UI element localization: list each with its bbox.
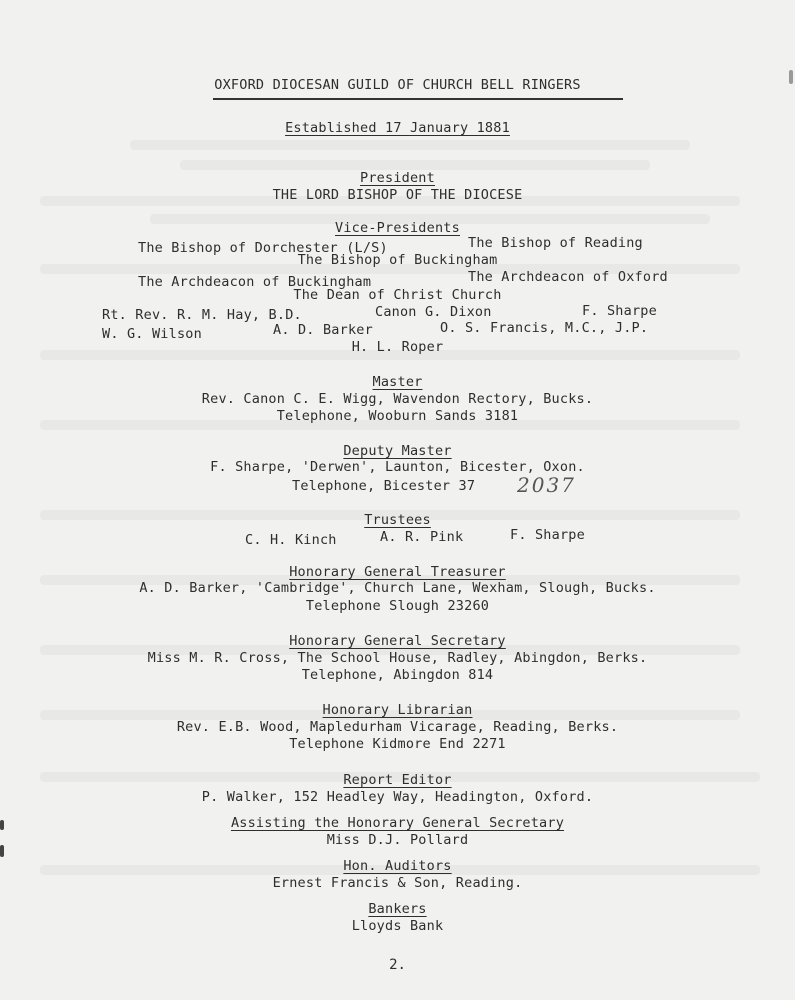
vp-dixon: Canon G. Dixon bbox=[375, 304, 492, 320]
vp-bishop-reading: The Bishop of Reading bbox=[468, 235, 643, 251]
master-address: Rev. Canon C. E. Wigg, Wavendon Rectory, Bucks. bbox=[201, 391, 594, 407]
assisting-heading: Assisting the Honorary General Secretary bbox=[230, 815, 565, 831]
established-date: Established 17 January 1881 bbox=[285, 120, 510, 136]
auditors-heading: Hon. Auditors bbox=[343, 858, 452, 874]
master-telephone: Telephone, Wooburn Sands 3181 bbox=[276, 408, 519, 424]
treasurer-heading: Honorary General Treasurer bbox=[289, 564, 506, 580]
trustee-pink: A. R. Pink bbox=[380, 529, 464, 545]
librarian-heading: Honorary Librarian bbox=[322, 702, 473, 718]
president-heading: President bbox=[360, 170, 435, 186]
librarian-address: Rev. E.B. Wood, Mapledurham Vicarage, Reading, Berks. bbox=[176, 719, 619, 735]
secretary-heading: Honorary General Secretary bbox=[289, 633, 506, 649]
master-heading: Master bbox=[372, 374, 423, 390]
show-through-text bbox=[130, 140, 690, 150]
vp-roper: H. L. Roper bbox=[351, 339, 444, 355]
vp-bishop-dorchester: The Bishop of Dorchester (L/S) bbox=[138, 240, 388, 256]
vp-sharpe: F. Sharpe bbox=[582, 303, 657, 319]
vp-wilson: W. G. Wilson bbox=[102, 326, 202, 342]
page-number: 2. bbox=[389, 957, 406, 973]
vp-barker: A. D. Barker bbox=[273, 322, 373, 338]
secretary-address: Miss M. R. Cross, The School House, Radley, Abingdon, Berks. bbox=[147, 650, 648, 666]
trustee-sharpe: F. Sharpe bbox=[510, 527, 585, 543]
vice-presidents-heading: Vice-Presidents bbox=[335, 220, 460, 236]
auditors-name: Ernest Francis & Son, Reading. bbox=[272, 875, 523, 891]
document-title: OXFORD DIOCESAN GUILD OF CHURCH BELL RINGERS bbox=[214, 77, 581, 93]
trustees-heading: Trustees bbox=[364, 512, 431, 528]
report-editor-heading: Report Editor bbox=[343, 772, 452, 788]
vp-francis: O. S. Francis, M.C., J.P. bbox=[440, 320, 649, 336]
treasurer-telephone: Telephone Slough 23260 bbox=[305, 598, 490, 614]
vp-archdeacon-buckingham: The Archdeacon of Buckingham bbox=[138, 274, 372, 290]
vp-bishop-buckingham: The Bishop of Buckingham bbox=[297, 252, 498, 268]
deputy-master-telephone: Telephone, Bicester 37 bbox=[292, 478, 476, 494]
title-rule bbox=[213, 98, 623, 100]
deputy-master-heading: Deputy Master bbox=[343, 443, 452, 459]
bankers-heading: Bankers bbox=[368, 901, 427, 917]
report-editor-address: P. Walker, 152 Headley Way, Headington, Oxford. bbox=[201, 789, 594, 805]
vp-archdeacon-oxford: The Archdeacon of Oxford bbox=[468, 269, 668, 285]
treasurer-address: A. D. Barker, 'Cambridge', Church Lane, Wexham, Slough, Bucks. bbox=[139, 580, 656, 596]
deputy-master-address: F. Sharpe, 'Derwen', Launton, Bicester, Oxon. bbox=[210, 459, 585, 475]
show-through-text bbox=[180, 160, 650, 170]
assisting-name: Miss D.J. Pollard bbox=[326, 832, 469, 848]
secretary-telephone: Telephone, Abingdon 814 bbox=[301, 667, 494, 683]
president-name: THE LORD BISHOP OF THE DIOCESE bbox=[272, 187, 523, 203]
trustee-kinch: C. H. Kinch bbox=[245, 532, 337, 548]
vp-dean: The Dean of Christ Church bbox=[293, 287, 502, 303]
handwritten-number: 2037 bbox=[517, 473, 576, 497]
librarian-telephone: Telephone Kidmore End 2271 bbox=[289, 736, 506, 752]
vp-hay: Rt. Rev. R. M. Hay, B.D. bbox=[102, 307, 302, 323]
bankers-name: Lloyds Bank bbox=[351, 918, 444, 934]
